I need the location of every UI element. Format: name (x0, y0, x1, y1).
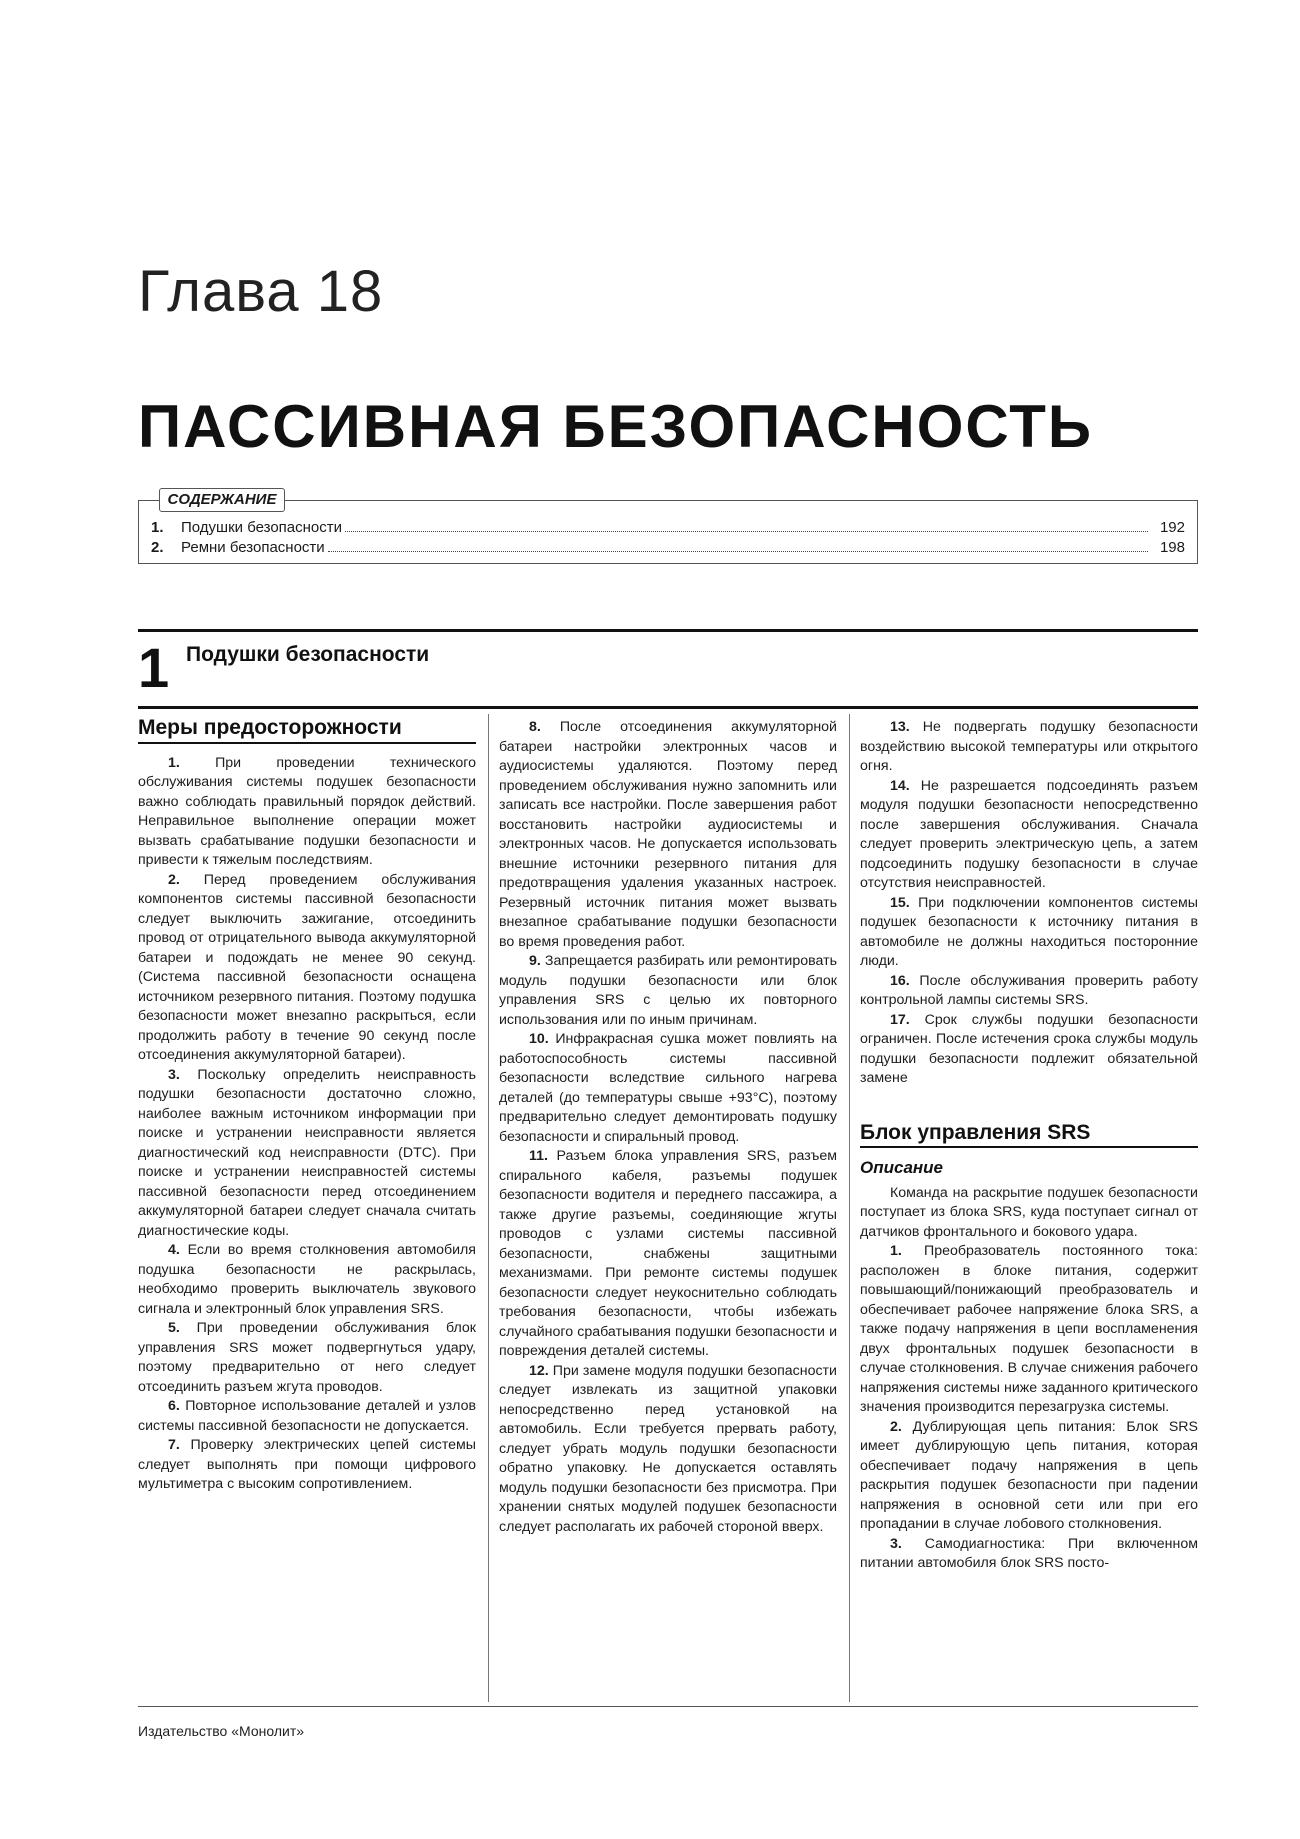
toc-item-page: 192 (1159, 519, 1185, 536)
paragraph (860, 1184, 1198, 1243)
paragraph (499, 1030, 837, 1147)
subsection-heading: Блок управления SRS (860, 1123, 1198, 1149)
paragraph-number: 1. (890, 1243, 902, 1259)
toc-item-page: 198 (1159, 539, 1185, 556)
paragraph (499, 952, 837, 1030)
paragraph-text: После отсоединения аккумуляторной батареи настройки электронных часов и аудиосистемы удаляются. Поэтому перед проведением обслуживания нужно запомнить или записать все настройки. После завершения работ восстановить настройки аудиосистемы и электронных часов. Не допускается использовать внешние источники резервного питания для предотвращения удаления указанных настроек. Резервный источник питания может вызвать внезапное срабатывание подушки безопасности во время проведения работ. (499, 719, 837, 950)
paragraph-text: При проведении обслуживания блок управления SRS может подвергнуться удару, поэтому предварительно от него следует отсоединить разъем жгута проводов. (138, 1320, 476, 1395)
paragraph-number: 6. (168, 1398, 180, 1414)
subsection-heading: Меры предосторожности (138, 718, 476, 744)
paragraph (860, 777, 1198, 894)
paragraph-number: 7. (168, 1437, 180, 1453)
paragraph-text: Инфракрасная сушка может повлиять на работоспособность системы пассивной безопасности вследствие сильного нагрева деталей (до температуры свыше +93°С), поэтому предварительно следует демонтировать подушку безопасности и спиральный провод. (499, 1031, 837, 1145)
paragraph (138, 871, 476, 1066)
toc-heading: СОДЕРЖАНИЕ (159, 488, 285, 512)
paragraph-number: 14. (890, 777, 910, 794)
paragraph-text: Повторное использование деталей и узлов системы пассивной безопасности не допускается. (138, 1398, 476, 1434)
paragraph-number: 5. (168, 1320, 180, 1336)
paragraph-number: 10. (529, 1031, 549, 1047)
paragraph-number: 3. (168, 1066, 180, 1083)
paragraph (860, 1011, 1198, 1089)
toc-item[interactable] (151, 539, 1185, 559)
section-title: Подушки безопасности (186, 643, 430, 666)
paragraph (138, 1066, 476, 1242)
paragraph-number: 16. (890, 972, 910, 989)
paragraph-number: 9. (529, 953, 541, 969)
paragraph (860, 718, 1198, 777)
toc-leader-dots (345, 531, 1148, 532)
toc-item[interactable] (151, 519, 1185, 539)
paragraph-number: 2. (890, 1418, 902, 1435)
paragraph (499, 1362, 837, 1538)
footer-rule (138, 1706, 1198, 1707)
paragraph-text: Не подвергать подушку безопасности воздействию высокой температуры или открытого огня. (860, 719, 1198, 774)
paragraph-text: Срок службы подушки безопасности ограничен. После истечения срока службы модуль подушки безопасности подлежит обязательной замене (860, 1011, 1198, 1086)
toc-item-number: 2. (151, 539, 164, 556)
section-rule-top (138, 629, 1198, 632)
chapter-title: ПАССИВНАЯ БЕЗОПАСНОСТЬ (138, 393, 1094, 460)
paragraph (138, 754, 476, 871)
paragraph (499, 1147, 837, 1362)
paragraph-number: 17. (890, 1011, 910, 1028)
paragraph-number: 1. (168, 754, 180, 771)
table-of-contents (138, 491, 1198, 564)
paragraph-text: При подключении компонентов системы подушек безопасности к источнику питания в автомобиле не должны находиться посторонние люди. (860, 894, 1198, 969)
paragraph-text: Не разрешается подсоединять разъем модуля подушки безопасности непосредственно после завершения обслуживания. Сначала следует проверить электрическую цепь, а затем подсоединить подушку безопасности в случае отсутствия неисправностей. (860, 777, 1198, 891)
paragraph-text: При проведении технического обслуживания системы подушек безопасности важно соблюдать правильный порядок действий. Неправильное выполнение операции может вызвать срабатывание подушки безопасности и привести к тяжелым последствиям. (138, 754, 476, 868)
paragraph (860, 972, 1198, 1011)
paragraph-text: Перед проведением обслуживания компонентов системы пассивной безопасности следует выключить зажигание, отсоединить провод от отрицательного вывода аккумуляторной батареи и подождать не менее 90 секунд. (Система пассивной безопасности оснащена источником резервного питания. Поэтому подушка безопасности может внезапно раскрыться, если продолжить работу в течение 90 секунд после отсоединения аккумуляторной батареи). (138, 871, 476, 1063)
paragraph-text: При замене модуля подушки безопасности следует извлекать из защитной упаковки непосредственно перед установкой на автомобиль. Если требуется прервать работу, следует убрать модуль подушки безопасности обратно упаковку. Не допускается оставлять модуль подушки безопасности без присмотра. При хранении снятых модулей подушек безопасности следует располагать их рабочей стороной вверх. (499, 1362, 837, 1535)
toc-leader-dots (328, 551, 1148, 552)
paragraph-text: Поскольку определить неисправность подушки безопасности достаточно сложно, наиболее важным источником информации при поиске и устранении неисправности является диагностический код неисправности (DTC). При поиске и устранении неисправностей системы пассивной безопасности перед отсоединением аккумуляторной батареи следует сначала считать диагностические коды. (138, 1066, 476, 1239)
paragraph-number: 2. (168, 871, 180, 888)
paragraph-text: Преобразователь постоянного тока: расположен в блоке питания, содержит повышающий/понижающий преобразователь и обеспечивает рабочее напряжение блока SRS, а также подачу напряжения в цепи воспламенения двух фронтальных подушек безопасности в случае столкновения. В случае снижения рабочего напряжения системы ниже заданного критического значения производится перезагрузка системы. (860, 1243, 1198, 1415)
paragraph-number: 4. (168, 1242, 180, 1258)
paragraph (860, 1242, 1198, 1418)
paragraph-text: Проверку электрических цепей системы следует выполнять при помощи цифрового мультиметра с высоким сопротивлением. (138, 1437, 476, 1492)
paragraph-number: 3. (890, 1535, 902, 1552)
text-column-2 (499, 718, 837, 1537)
paragraph-text: Запрещается разбирать или ремонтировать модуль подушки безопасности или блок управления SRS с целью их повторного использования или по иным причинам. (499, 953, 837, 1028)
paragraph-number: 8. (529, 719, 541, 735)
toc-item-title: Ремни безопасности (181, 539, 325, 556)
paragraph-number: 11. (529, 1148, 548, 1164)
paragraph (138, 1436, 476, 1495)
subsubsection-heading: Описание (860, 1158, 944, 1177)
paragraph (138, 1319, 476, 1397)
paragraph (138, 1397, 476, 1436)
paragraph-number: 12. (529, 1362, 549, 1379)
paragraph-text: Самодиагностика: При включенном питании автомобиля блок SRS посто- (860, 1535, 1198, 1571)
text-column-3 (860, 718, 1198, 1574)
paragraph-text: Если во время столкновения автомобиля подушка безопасности не раскрылась, необходимо проверить выключатель звукового сигнала и электронный блок управления SRS. (138, 1242, 476, 1317)
column-divider (488, 714, 489, 1702)
paragraph-number: 13. (890, 719, 910, 735)
footer-publisher: Издательство «Монолит» (138, 1723, 305, 1739)
section-rule-bottom (138, 706, 1198, 709)
paragraph-number: 15. (890, 894, 910, 911)
toc-item-number: 1. (151, 519, 164, 536)
paragraph-text: Разъем блока управления SRS, разъем спирального кабеля, разъемы подушек безопасности водителя и переднего пассажира, а также другие разъемы, соединяющие жгуты проводов с узлами системы пассивной безопасности, снабжены защитными механизмами. При ремонте системы подушек безопасности следует неукоснительно соблюдать требования безопасности, чтобы избежать случайного срабатывания подушки безопасности и повреждения деталей системы. (499, 1148, 837, 1359)
paragraph-text: Команда на раскрытие подушек безопасности поступает из блока SRS, куда поступает сигнал от датчиков фронтального и бокового удара. (860, 1184, 1198, 1240)
paragraph (860, 894, 1198, 972)
toc-item-title: Подушки безопасности (181, 519, 343, 536)
section-number: 1 (138, 636, 170, 699)
paragraph (860, 1418, 1198, 1535)
paragraph (499, 718, 837, 952)
column-divider (849, 714, 850, 1702)
paragraph (138, 1241, 476, 1319)
chapter-label: Глава 18 (138, 259, 384, 324)
paragraph-text: После обслуживания проверить работу контрольной лампы системы SRS. (860, 972, 1198, 1008)
paragraph-text: Дублирующая цепь питания: Блок SRS имеет дублирующую цепь питания, которая обеспечивает подачу напряжения в цепь раскрытия подушек безопасности при падении напряжения в основной сети или при его пропадании в случае лобового столкновения. (860, 1418, 1198, 1532)
paragraph (860, 1535, 1198, 1574)
text-column-1 (138, 718, 476, 1495)
